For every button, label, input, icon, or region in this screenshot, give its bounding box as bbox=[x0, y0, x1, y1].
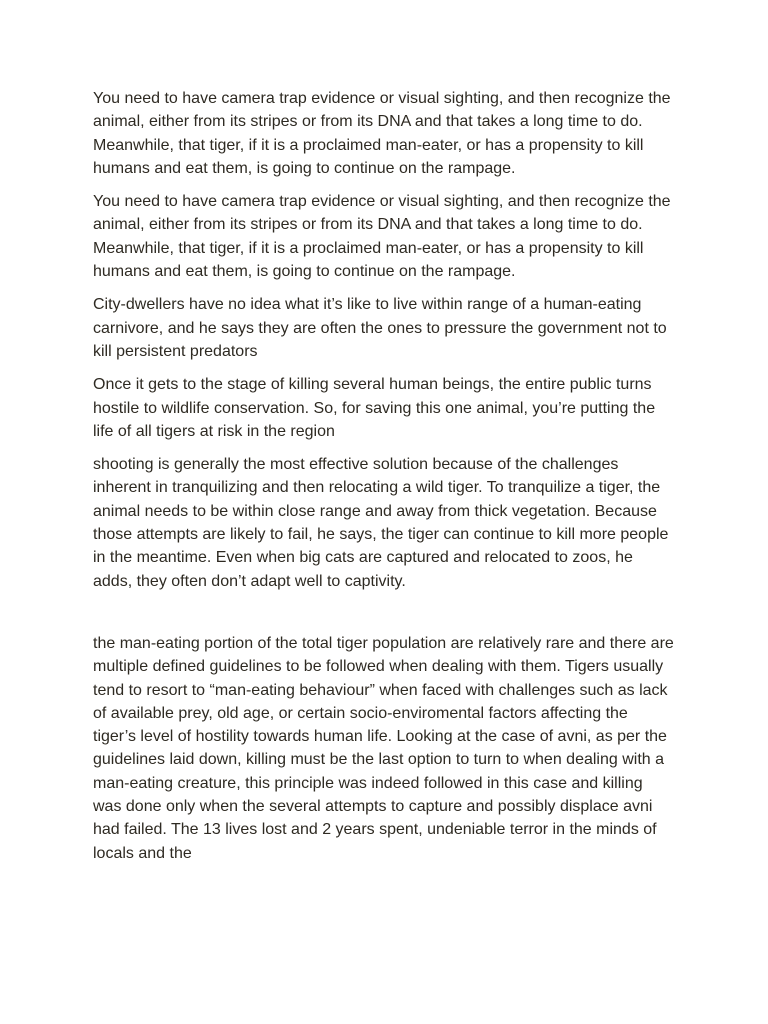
document-body bbox=[93, 87, 675, 875]
paragraph-5: shooting is generally the most effective solution because of the challenges inherent in tranquilizing and then relocating a wild tiger. To tranquilize a tiger, the animal needs to be within close range and away from thick vegetation. Because those attempts are likely to fail, he says, the tiger can continue to kill more people in the meantime. Even when big cats are captured and relocated to zoos, he adds, they often don’t adapt well to captivity. bbox=[93, 456, 669, 590]
paragraph-2: You need to have camera trap evidence or visual sighting, and then recognize the animal, either from its stripes or from its DNA and that takes a long time to do. Meanwhile, that tiger, if it is a proclaimed man-eater, or has a propensity to kill humans and eat them, is going to continue on the rampage. bbox=[93, 193, 671, 281]
paragraph-1: You need to have camera trap evidence or visual sighting, and then recognize the animal, either from its stripes or from its DNA and that takes a long time to do. Meanwhile, that tiger, if it is a proclaimed man-eater, or has a propensity to kill humans and eat them, is going to continue on the rampage. bbox=[93, 90, 671, 177]
paragraph-4: Once it gets to the stage of killing several human beings, the entire public turns hostile to wildlife conservation. So, for saving this one animal, you’re putting the life of all tigers at risk in the region bbox=[93, 376, 656, 440]
paragraph-6: the man-eating portion of the total tiger population are relatively rare and there are multiple defined guidelines to be followed when dealing with them. Tigers usually tend to resort to “man-eating behaviour” when faced with challenges such as lack of available prey, old age, or certain socio-enviromental factors affecting the tiger’s level of hostility towards human life. Looking at the case of avni, as per the guidelines laid down, killing must be the last option to turn to when dealing with a man-eating creature, this principle was indeed followed in this case and killing was done only when the several attempts to capture and possibly displace avni had failed. The 13 lives lost and 2 years spent, undeniable terror in the minds of locals and the bbox=[93, 634, 674, 862]
paragraph-3: City-dwellers have no idea what it’s like to live within range of a human-eating carnivore, and he says they are often the ones to pressure the government not to kill persistent predators bbox=[93, 296, 667, 360]
